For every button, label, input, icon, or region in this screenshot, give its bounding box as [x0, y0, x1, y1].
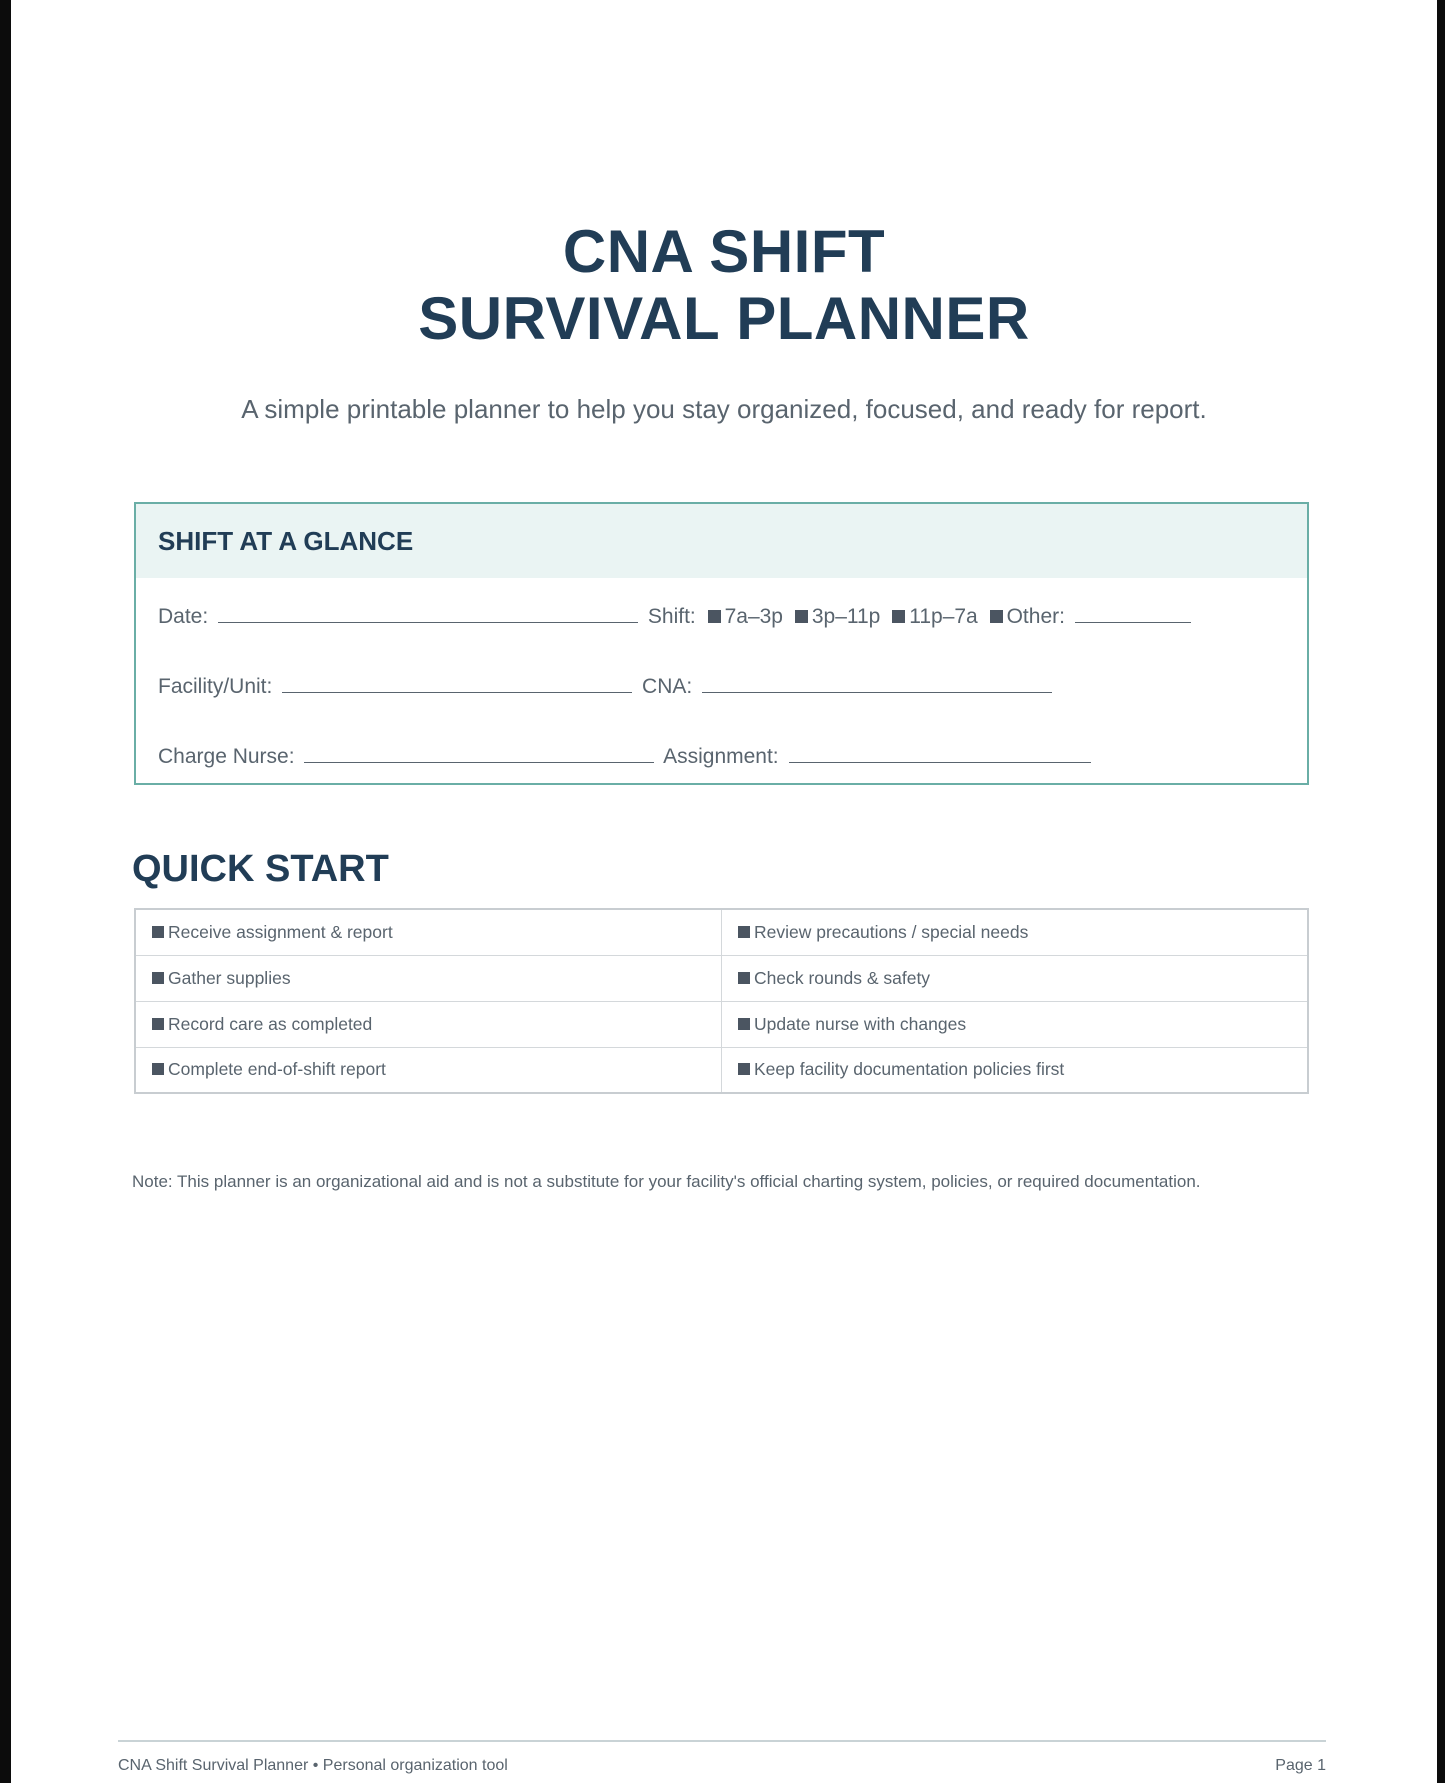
- date-shift-row: [158, 602, 1195, 629]
- assignment-label: Assignment:: [663, 745, 779, 768]
- charge-nurse-field[interactable]: [304, 742, 654, 763]
- checklist-item[interactable]: Record care as completed: [135, 1001, 722, 1047]
- checkbox-icon[interactable]: [152, 1063, 164, 1075]
- disclaimer-note: Note: This planner is an organizational aid and is not a substitute for your facility's official charting system, policies, or required documentation.: [132, 1172, 1201, 1191]
- checklist-item[interactable]: Gather supplies: [135, 955, 722, 1001]
- quick-start-table: [134, 908, 1309, 1094]
- charge-nurse-label: Charge Nurse:: [158, 745, 295, 768]
- shift-label: Shift:: [647, 605, 696, 628]
- page-number: Page 1: [1275, 1757, 1326, 1774]
- cna-field[interactable]: [702, 672, 1052, 693]
- shift-option-1: 7a–3p: [724, 605, 783, 628]
- checkbox-icon[interactable]: [738, 926, 750, 938]
- footer-text: CNA Shift Survival Planner • Personal organization tool: [118, 1757, 508, 1774]
- title-line-1: CNA SHIFT: [562, 218, 886, 285]
- page-title: [11, 218, 1437, 352]
- checklist-item[interactable]: Update nurse with changes: [722, 1001, 1309, 1047]
- facility-label: Facility/Unit:: [158, 675, 273, 698]
- checklist-item[interactable]: Complete end-of-shift report: [135, 1047, 722, 1093]
- other-shift-field[interactable]: [1075, 602, 1191, 623]
- checkbox-11p-7a[interactable]: [892, 610, 905, 623]
- footer-divider: [118, 1740, 1326, 1742]
- table-row: [135, 955, 1308, 1001]
- planner-page: [11, 0, 1437, 1783]
- checklist-item[interactable]: Review precautions / special needs: [722, 909, 1309, 955]
- title-line-2: SURVIVAL PLANNER: [418, 285, 1030, 352]
- charge-assignment-row: [158, 742, 1095, 769]
- table-row: [135, 1047, 1308, 1093]
- checklist-item[interactable]: Keep facility documentation policies first: [722, 1047, 1309, 1093]
- checklist-item[interactable]: Check rounds & safety: [722, 955, 1309, 1001]
- date-field[interactable]: [218, 602, 638, 623]
- checkbox-other[interactable]: [990, 610, 1003, 623]
- checkbox-icon[interactable]: [152, 1018, 164, 1030]
- checkbox-icon[interactable]: [152, 926, 164, 938]
- checkbox-3p-11p[interactable]: [795, 610, 808, 623]
- page-subtitle: A simple printable planner to help you stay organized, focused, and ready for report.: [241, 394, 1207, 424]
- checkbox-7a-3p[interactable]: [708, 610, 721, 623]
- checkbox-icon[interactable]: [738, 972, 750, 984]
- shift-option-3: 11p–7a: [909, 605, 978, 628]
- checkbox-icon[interactable]: [738, 1063, 750, 1075]
- glance-heading: SHIFT AT A GLANCE: [136, 504, 1307, 578]
- assignment-field[interactable]: [789, 742, 1091, 763]
- shift-at-a-glance-box: [134, 502, 1309, 785]
- checklist-item[interactable]: Receive assignment & report: [135, 909, 722, 955]
- date-label: Date:: [158, 605, 209, 628]
- shift-option-2: 3p–11p: [811, 605, 881, 628]
- checkbox-icon[interactable]: [738, 1018, 750, 1030]
- facility-cna-row: [158, 672, 1056, 699]
- facility-field[interactable]: [282, 672, 632, 693]
- checkbox-icon[interactable]: [152, 972, 164, 984]
- quick-start-heading: QUICK START: [132, 848, 389, 890]
- shift-option-4: Other:: [1006, 605, 1065, 628]
- table-row: [135, 1001, 1308, 1047]
- cna-label: CNA:: [642, 675, 693, 698]
- table-row: [135, 909, 1308, 955]
